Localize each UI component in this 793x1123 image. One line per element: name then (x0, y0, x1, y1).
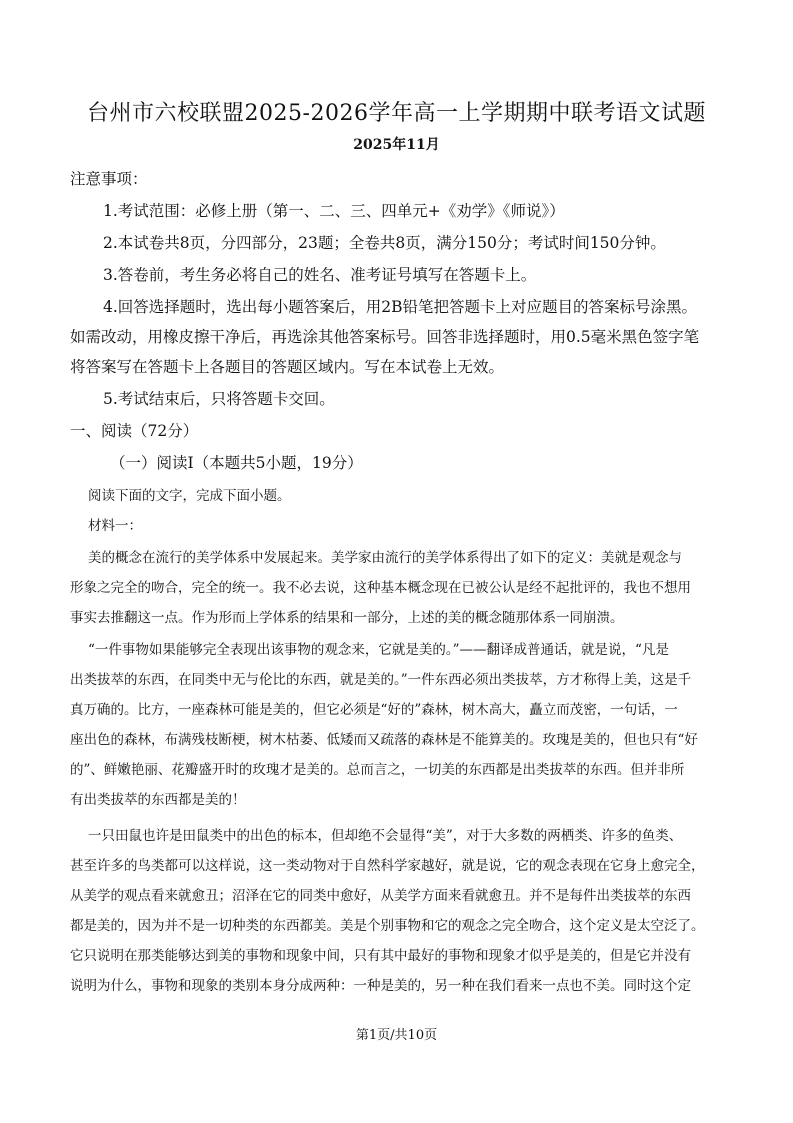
instruction-text: 阅读下面的文字，完成下面小题。 (88, 488, 291, 504)
passage-line: 有出类拔萃的东西都是美的！ (70, 792, 246, 808)
notice-item: 3.答卷前，考生务必将自己的姓名、准考证号填写在答题卡上。 (103, 266, 537, 284)
passage-line: 都是美的，因为并不是一切种类的东西都美。美是个别事物和它的观念之完全吻合，这个定义是太空泛了。 (70, 918, 705, 934)
passage-line: 一只田鼠也许是田鼠类中的出色的标本，但却绝不会显得“美”，对于大多数的两栖类、许多的鱼类、 (88, 828, 683, 844)
page-footer: 第1页/共10页 (355, 1028, 438, 1043)
passage-line: 真万确的。比方，一座森林可能是美的，但它必须是“好的”森林，树木高大，矗立而茂密，一句话，一 (70, 702, 678, 718)
sub-section-heading: （一）阅读Ⅰ（本题共5小题，19分） (110, 454, 363, 472)
notice-item: 2.本试卷共8页，分四部分，23题；全卷共8页，满分150分；考试时间150分钟。 (103, 234, 666, 252)
notice-item: 如需改动，用橡皮擦干净后，再选涂其他答案标号。回答非选择题时，用0.5毫米黑色签字笔 (70, 328, 700, 346)
passage-line: 说明为什么，事物和现象的类别本身分成两种：一种是美的，另一种在我们看来一点也不美。同时这个定 (70, 978, 691, 994)
passage-line: 它只说明在那类能够达到美的事物和现象中间，只有其中最好的事物和现象才似乎是美的，但是它并没有 (70, 948, 691, 964)
material-label: 材料一： (88, 518, 142, 534)
notice-item: 4.回答选择题时，选出每小题答案后，用2B铅笔把答题卡上对应题目的答案标号涂黑。 (103, 298, 698, 316)
passage-line: 美的概念在流行的美学体系中发展起来。美学家由流行的美学体系得出了如下的定义：美就是观念与 (88, 550, 682, 566)
notice-item: 1.考试范围：必修上册（第一、二、三、四单元+《劝学》《师说》） (103, 202, 565, 220)
exam-date: 2025年11月 (353, 137, 440, 153)
page-title: 台州市六校联盟2025-2026学年高一上学期期中联考语文试题 (87, 101, 706, 126)
passage-line: 出类拔萃的东西，在同类中无与伦比的东西，就是美的。”一件东西必须出类拔萃，方才称得上美，这是千 (70, 672, 692, 688)
passage-line: 甚至许多的鸟类都可以这样说，这一类动物对于自然科学家越好，就是说，它的观念表现在它身上愈完全， (70, 858, 705, 874)
notice-heading: 注意事项： (70, 170, 148, 188)
notice-item: 将答案写在答题卡上各题目的答题区域内。写在本试卷上无效。 (70, 358, 505, 376)
section-heading: 一、阅读（72分） (70, 422, 199, 440)
notice-item: 5.考试结束后，只将答题卡交回。 (103, 390, 335, 408)
passage-line: 事实去推翻这一点。作为形而上学体系的结果和一部分，上述的美的概念随那体系一同崩溃。 (70, 610, 624, 626)
passage-line: 座出色的森林，布满残枝断梗，树木枯萎、低矮而又疏落的森林是不能算美的。玫瑰是美的，但也只有“好 (70, 732, 698, 748)
passage-line: 的”、鲜嫩艳丽、花瓣盛开时的玫瑰才是美的。总而言之，一切美的东西都是出类拔萃的东西。但并非所 (70, 762, 685, 778)
passage-line: 从美学的观点看来就愈丑；沼泽在它的同类中愈好，从美学方面来看就愈丑。并不是每件出类拔萃的东西 (70, 888, 691, 904)
passage-line: “一件事物如果能够完全表现出该事物的观念来，它就是美的。”——翻译成普通话，就是说，“凡是 (88, 642, 669, 658)
passage-line: 形象之完全的吻合，完全的统一。我不必去说，这种基本概念现在已被公认是经不起批评的，我也不想用 (70, 580, 691, 596)
